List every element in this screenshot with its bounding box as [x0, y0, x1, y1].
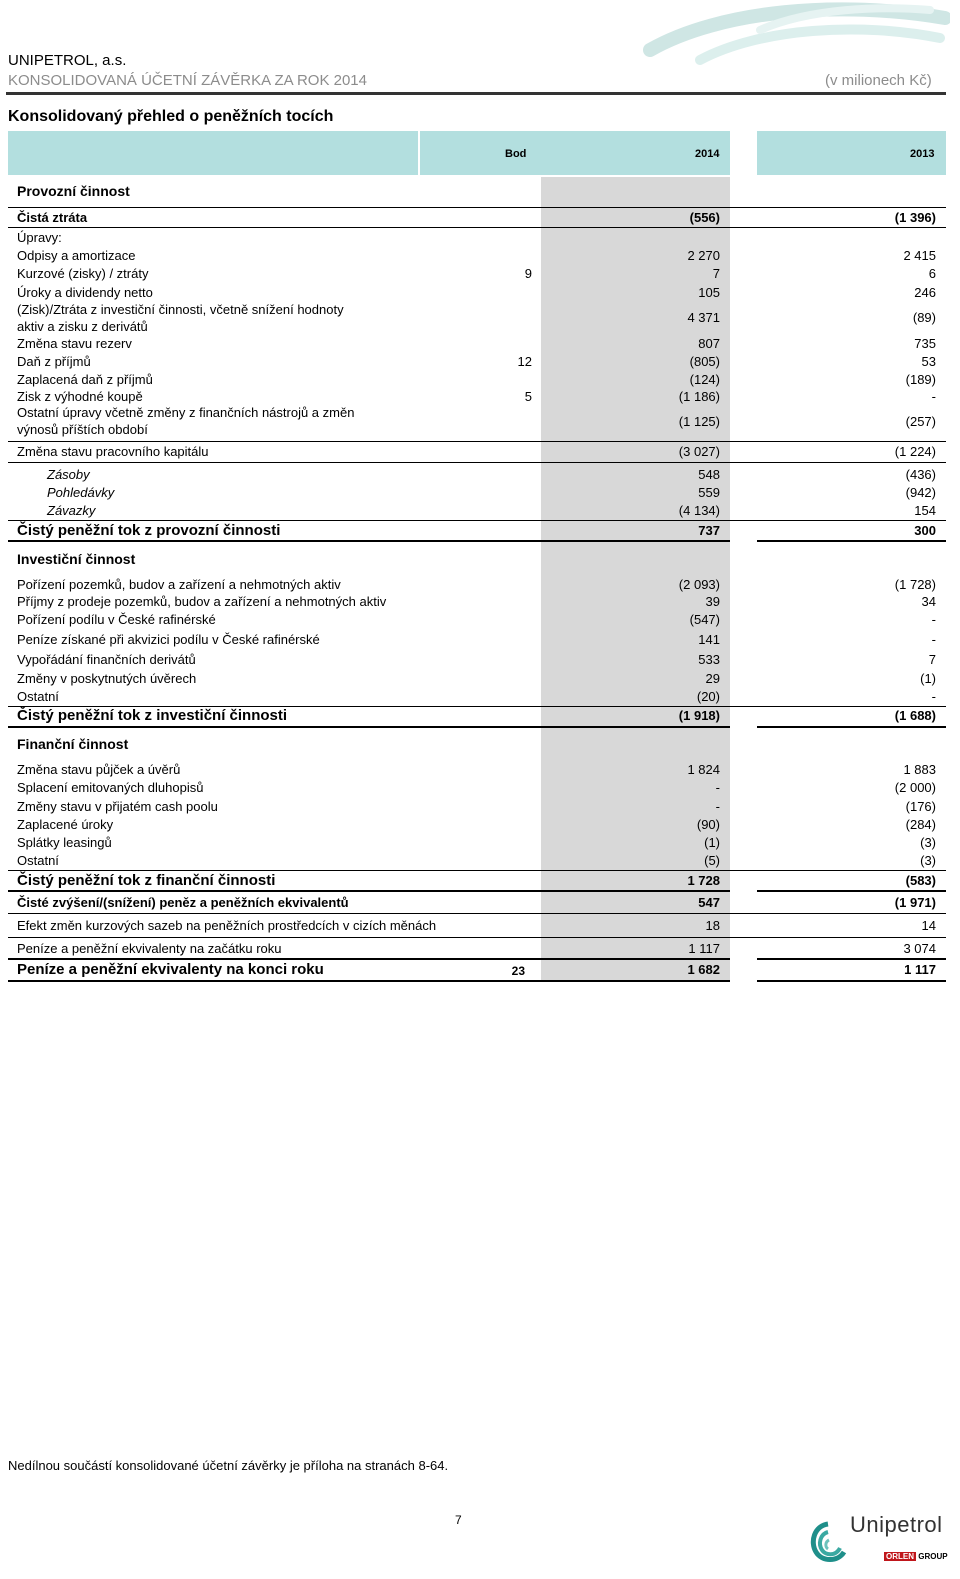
row-label: Odpisy a amortizace	[17, 248, 136, 263]
value-2014: (124)	[689, 372, 720, 387]
value-2014: 4 371	[687, 310, 720, 325]
note-ref: 12	[517, 354, 532, 369]
page-number: 7	[455, 1513, 462, 1527]
value-2013: -	[931, 689, 936, 704]
value-2014: 1 117	[688, 941, 720, 956]
row-label: Čistá ztráta	[17, 210, 88, 225]
row-label: Peníze a peněžní ekvivalenty na konci roku	[17, 961, 324, 978]
row-label-continued: aktiv a zisku z derivátů	[17, 319, 148, 334]
value-2014: 547	[698, 895, 720, 910]
row-label: Změna stavu rezerv	[17, 336, 132, 351]
row-label: Pořízení podílu v České rafinérské	[17, 612, 216, 627]
row-label: Změna stavu pracovního kapitálu	[17, 444, 209, 459]
row-label: Změny stavu v přijatém cash poolu	[17, 799, 218, 814]
value-2013: (2 000)	[894, 780, 936, 795]
header-band-2014	[420, 131, 730, 175]
value-2013: 3 074	[903, 941, 936, 956]
value-2013: 14	[921, 918, 936, 933]
row-label: Vypořádání finančních derivátů	[17, 652, 196, 667]
row-label: Zásoby	[47, 467, 90, 482]
value-2014: (1 918)	[678, 708, 720, 723]
value-2014: -	[715, 799, 720, 814]
value-2014: 7	[712, 266, 720, 281]
value-2014: 807	[698, 336, 720, 351]
value-2014: 1 682	[687, 962, 720, 977]
row-label: Čistý peněžní tok z finanční činnosti	[17, 872, 276, 889]
value-2013: 1 117	[904, 962, 936, 977]
value-2013: 735	[914, 336, 936, 351]
value-2013: 300	[914, 523, 936, 538]
note-ref: 23	[511, 964, 525, 978]
value-2013: -	[931, 632, 936, 647]
value-2014: 105	[698, 285, 720, 300]
value-2013: 2 415	[903, 248, 936, 263]
value-2014: (3 027)	[678, 444, 720, 459]
row-label: Čistý peněžní tok z provozní činnosti	[17, 522, 281, 539]
value-2014: (1)	[704, 835, 720, 850]
value-2013: 154	[914, 503, 936, 518]
row-label: Pořízení pozemků, budov a zařízení a nehmotných aktiv	[17, 577, 341, 592]
value-2013: 1 883	[903, 762, 936, 777]
row-label: (Zisk)/Ztráta z investiční činnosti, včetně snížení hodnoty	[17, 302, 344, 317]
row-label: Daň z příjmů	[17, 354, 91, 369]
value-2013: (942)	[905, 485, 936, 500]
note-ref: 9	[524, 266, 532, 281]
value-2013: (89)	[912, 310, 936, 325]
header-divider	[6, 92, 946, 95]
row-label: Příjmy z prodeje pozemků, budov a zařízení a nehmotných aktiv	[17, 594, 387, 609]
value-2014: 548	[698, 467, 720, 482]
logo-swirl-icon	[808, 1520, 848, 1564]
value-2013: (1 224)	[894, 444, 936, 459]
value-2013: (176)	[905, 799, 936, 814]
row-label: Zisk z výhodné koupě	[17, 389, 143, 404]
row-label: Úpravy:	[17, 230, 62, 245]
row-label: Čisté zvýšení/(snížení) peněz a peněžních ekvivalentů	[17, 895, 349, 910]
value-2014: (556)	[689, 210, 720, 225]
row-label: Závazky	[47, 503, 96, 518]
column-header-2013: 2013	[910, 148, 935, 160]
page-title: Konsolidovaný přehled o peněžních tocích	[8, 108, 334, 125]
row-label: Efekt změn kurzových sazeb na peněžních prostředcích v cizích měnách	[17, 918, 437, 933]
value-2014: 559	[698, 485, 720, 500]
value-2014: 737	[698, 523, 720, 538]
units-label: (v milionech Kč)	[825, 72, 932, 89]
row-label: Kurzové (zisky) / ztráty	[17, 266, 149, 281]
row-label: Pohledávky	[47, 485, 115, 500]
row-label: Peníze a peněžní ekvivalenty na začátku roku	[17, 941, 282, 956]
value-2014: 39	[705, 594, 720, 609]
value-2013: (436)	[905, 467, 936, 482]
value-2013: (1 728)	[894, 577, 936, 592]
value-2013: (257)	[905, 414, 936, 429]
unipetrol-logo	[806, 1502, 956, 1572]
value-2014: (1 186)	[678, 389, 720, 404]
row-label: Splacení emitovaných dluhopisů	[17, 780, 204, 795]
value-2013: 7	[928, 652, 936, 667]
footnote: Nedílnou součástí konsolidované účetní závěrky je příloha na stranách 8-64.	[8, 1458, 449, 1473]
value-2013: 34	[921, 594, 936, 609]
value-2013: (1)	[920, 671, 936, 686]
value-2013: 6	[928, 266, 936, 281]
header-band-label	[8, 131, 418, 175]
value-2013: 53	[921, 354, 936, 369]
row-label: Úroky a dividendy netto	[17, 285, 153, 300]
value-2013: (1 396)	[894, 210, 936, 225]
value-2013: (1 971)	[894, 895, 936, 910]
value-2014: (547)	[689, 612, 720, 627]
row-label: Zaplacené úroky	[17, 817, 114, 832]
value-2013: (1 688)	[894, 708, 936, 723]
row-label: Změny v poskytnutých úvěrech	[17, 671, 197, 686]
row-label: Změna stavu půjček a úvěrů	[17, 762, 181, 777]
value-2014: -	[715, 780, 720, 795]
value-2013: (583)	[905, 873, 936, 888]
table-row	[17, 405, 946, 439]
row-label: Ostatní úpravy včetně změny z finančních nástrojů a změn	[17, 405, 355, 420]
row-label: Ostatní	[17, 689, 59, 704]
row-label: Ostatní	[17, 853, 59, 868]
row-label-continued: výnosů příštích období	[17, 422, 148, 437]
value-2013: -	[931, 612, 936, 627]
value-2014: 533	[698, 652, 720, 667]
value-2014: (4 134)	[678, 503, 720, 518]
value-2014: 1 728	[687, 873, 720, 888]
value-2014: (2 093)	[678, 577, 720, 592]
value-2014: 29	[705, 671, 720, 686]
brand-group-label: ORLEN GROUP	[886, 1552, 948, 1561]
row-label: Provozní činnost	[17, 183, 130, 199]
value-2014: (5)	[704, 853, 720, 868]
row-label: Finanční činnost	[17, 736, 129, 752]
value-2013: (3)	[920, 835, 936, 850]
value-2013: (3)	[920, 853, 936, 868]
company-name: UNIPETROL, a.s.	[8, 52, 127, 69]
value-2013: (189)	[905, 372, 936, 387]
value-2014: (90)	[696, 817, 720, 832]
row-label: Peníze získané při akvizici podílu v České rafinérské	[17, 632, 320, 647]
table-row	[17, 302, 946, 336]
row-label: Splátky leasingů	[17, 835, 112, 850]
value-2014: 1 824	[687, 762, 720, 777]
brand-name: Unipetrol	[850, 1512, 943, 1537]
value-2013: 246	[914, 285, 936, 300]
value-2014: (805)	[689, 354, 720, 369]
row-label: Investiční činnost	[17, 551, 136, 567]
note-ref: 5	[524, 389, 532, 404]
row-label: Zaplacená daň z příjmů	[17, 372, 153, 387]
row-label: Čistý peněžní tok z investiční činnosti	[17, 707, 288, 724]
column-header-note: Bod	[505, 148, 527, 160]
value-2013: -	[931, 389, 936, 404]
value-2014: 141	[698, 632, 720, 647]
value-2014: 2 270	[687, 248, 720, 263]
value-2014: (20)	[696, 689, 720, 704]
value-2014: (1 125)	[678, 414, 720, 429]
value-2014: 18	[705, 918, 720, 933]
header-swirl-graphic	[640, 0, 950, 66]
report-subtitle: KONSOLIDOVANÁ ÚČETNÍ ZÁVĚRKA ZA ROK 2014	[8, 72, 367, 89]
value-2013: (284)	[905, 817, 936, 832]
column-header-2014: 2014	[695, 148, 720, 160]
